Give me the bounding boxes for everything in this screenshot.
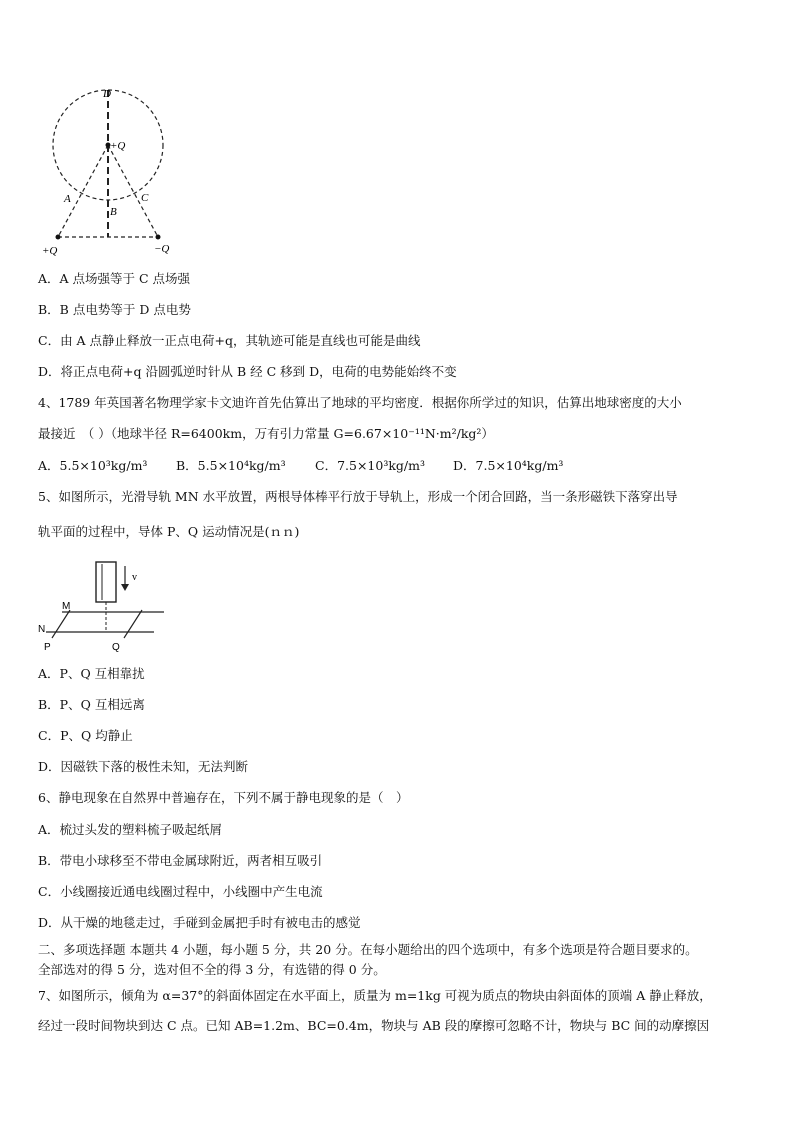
charge-circle-figure xyxy=(30,82,200,262)
label-Q: Q xyxy=(112,642,120,653)
label-D: D xyxy=(103,88,111,100)
q3-option-c: C．由 A 点静止释放一正点电荷+q，其轨迹可能是直线也可能是曲线 xyxy=(38,333,421,348)
magnet-rails-figure xyxy=(34,556,184,656)
q5-option-b: B．P、Q 互相远离 xyxy=(38,697,145,712)
label-plusQ-top: +Q xyxy=(110,140,126,152)
q7-stem-line2: 经过一段时间物块到达 C 点。已知 AB=1.2m、BC=0.4m，物块与 AB 段的摩擦可忽略不计，物块与 BC 间的动摩擦因 xyxy=(38,1018,710,1033)
label-B: B xyxy=(110,206,117,218)
label-P: P xyxy=(44,642,51,653)
q4-stem-line2: 最接近 （ ）（地球半径 R=6400km，万有引力常量 G=6.67×10⁻¹¹N·m²/kg²） xyxy=(38,426,494,441)
q6-option-c: C．小线圈接近通电线圈过程中，小线圈中产生电流 xyxy=(38,884,323,899)
q5-option-a: A．P、Q 互相靠扰 xyxy=(38,666,145,681)
right-charge-dot xyxy=(156,235,161,240)
q5-option-c: C．P、Q 均静止 xyxy=(38,728,133,743)
left-charge-dot xyxy=(56,235,61,240)
q3-option-d: D．将正点电荷+q 沿圆弧逆时针从 B 经 C 移到 D，电荷的电势能始终不变 xyxy=(38,364,457,379)
label-plusQ-left: +Q xyxy=(42,245,58,257)
section2-heading-line1: 二、多项选择题 本题共 4 小题，每小题 5 分，共 20 分。在每小题给出的四个选项中，有多个选项是符合题目要求的。 xyxy=(38,942,698,957)
q6-stem: 6、静电现象在自然界中普遍存在，下列不属于静电现象的是（ ） xyxy=(38,790,409,805)
label-v: v xyxy=(132,572,137,583)
q4-option-c: C．7.5×10³kg/m³ xyxy=(315,458,425,473)
q4-option-d: D．7.5×10⁴kg/m³ xyxy=(453,458,564,473)
q4-stem-line1: 4、1789 年英国著名物理学家卡文迪许首先估算出了地球的平均密度．根据你所学过的知识，估算出地球密度的大小 xyxy=(38,395,682,410)
label-M: M xyxy=(62,601,71,612)
q4-option-a: A．5.5×10³kg/m³ xyxy=(38,458,148,473)
label-N: N xyxy=(38,624,46,635)
q4-option-b: B．5.5×10⁴kg/m³ xyxy=(176,458,286,473)
line-to-left-charge xyxy=(58,145,108,237)
q6-option-a: A．梳过头发的塑料梳子吸起纸屑 xyxy=(38,822,223,837)
q7-stem-line1: 7、如图所示，倾角为 α=37°的斜面体固定在水平面上，质量为 m=1kg 可视为质点的物块由斜面体的顶端 A 静止释放， xyxy=(38,988,712,1003)
bar-magnet xyxy=(96,562,116,602)
rod-Q xyxy=(124,610,142,638)
q5-option-d: D．因磁铁下落的极性未知，无法判断 xyxy=(38,759,249,774)
q4-options xyxy=(38,458,760,474)
label-minusQ-right: −Q xyxy=(154,243,170,255)
velocity-arrowhead xyxy=(121,584,129,591)
section2-heading-line2: 全部选对的得 5 分，选对但不全的得 3 分，有选错的得 0 分。 xyxy=(38,962,386,977)
rod-P xyxy=(52,610,70,638)
q3-option-a: A．A 点场强等于 C 点场强 xyxy=(38,271,191,286)
label-A: A xyxy=(64,193,71,205)
q6-option-d: D．从干燥的地毯走过，手碰到金属把手时有被电击的感觉 xyxy=(38,915,361,930)
label-C: C xyxy=(141,192,149,204)
line-to-right-charge xyxy=(108,145,158,237)
q3-option-b: B．B 点电势等于 D 点电势 xyxy=(38,302,191,317)
q5-stem-line1: 5、如图所示，光滑导轨 MN 水平放置，两根导体棒平行放于导轨上，形成一个闭合回路，当一条形磁铁下落穿出导 xyxy=(38,489,678,504)
q6-option-b: B．带电小球移至不带电金属球附近，两者相互吸引 xyxy=(38,853,323,868)
q5-stem-line2: 轨平面的过程中，导体 P、Q 运动情况是(ｎｎ) xyxy=(38,524,300,539)
